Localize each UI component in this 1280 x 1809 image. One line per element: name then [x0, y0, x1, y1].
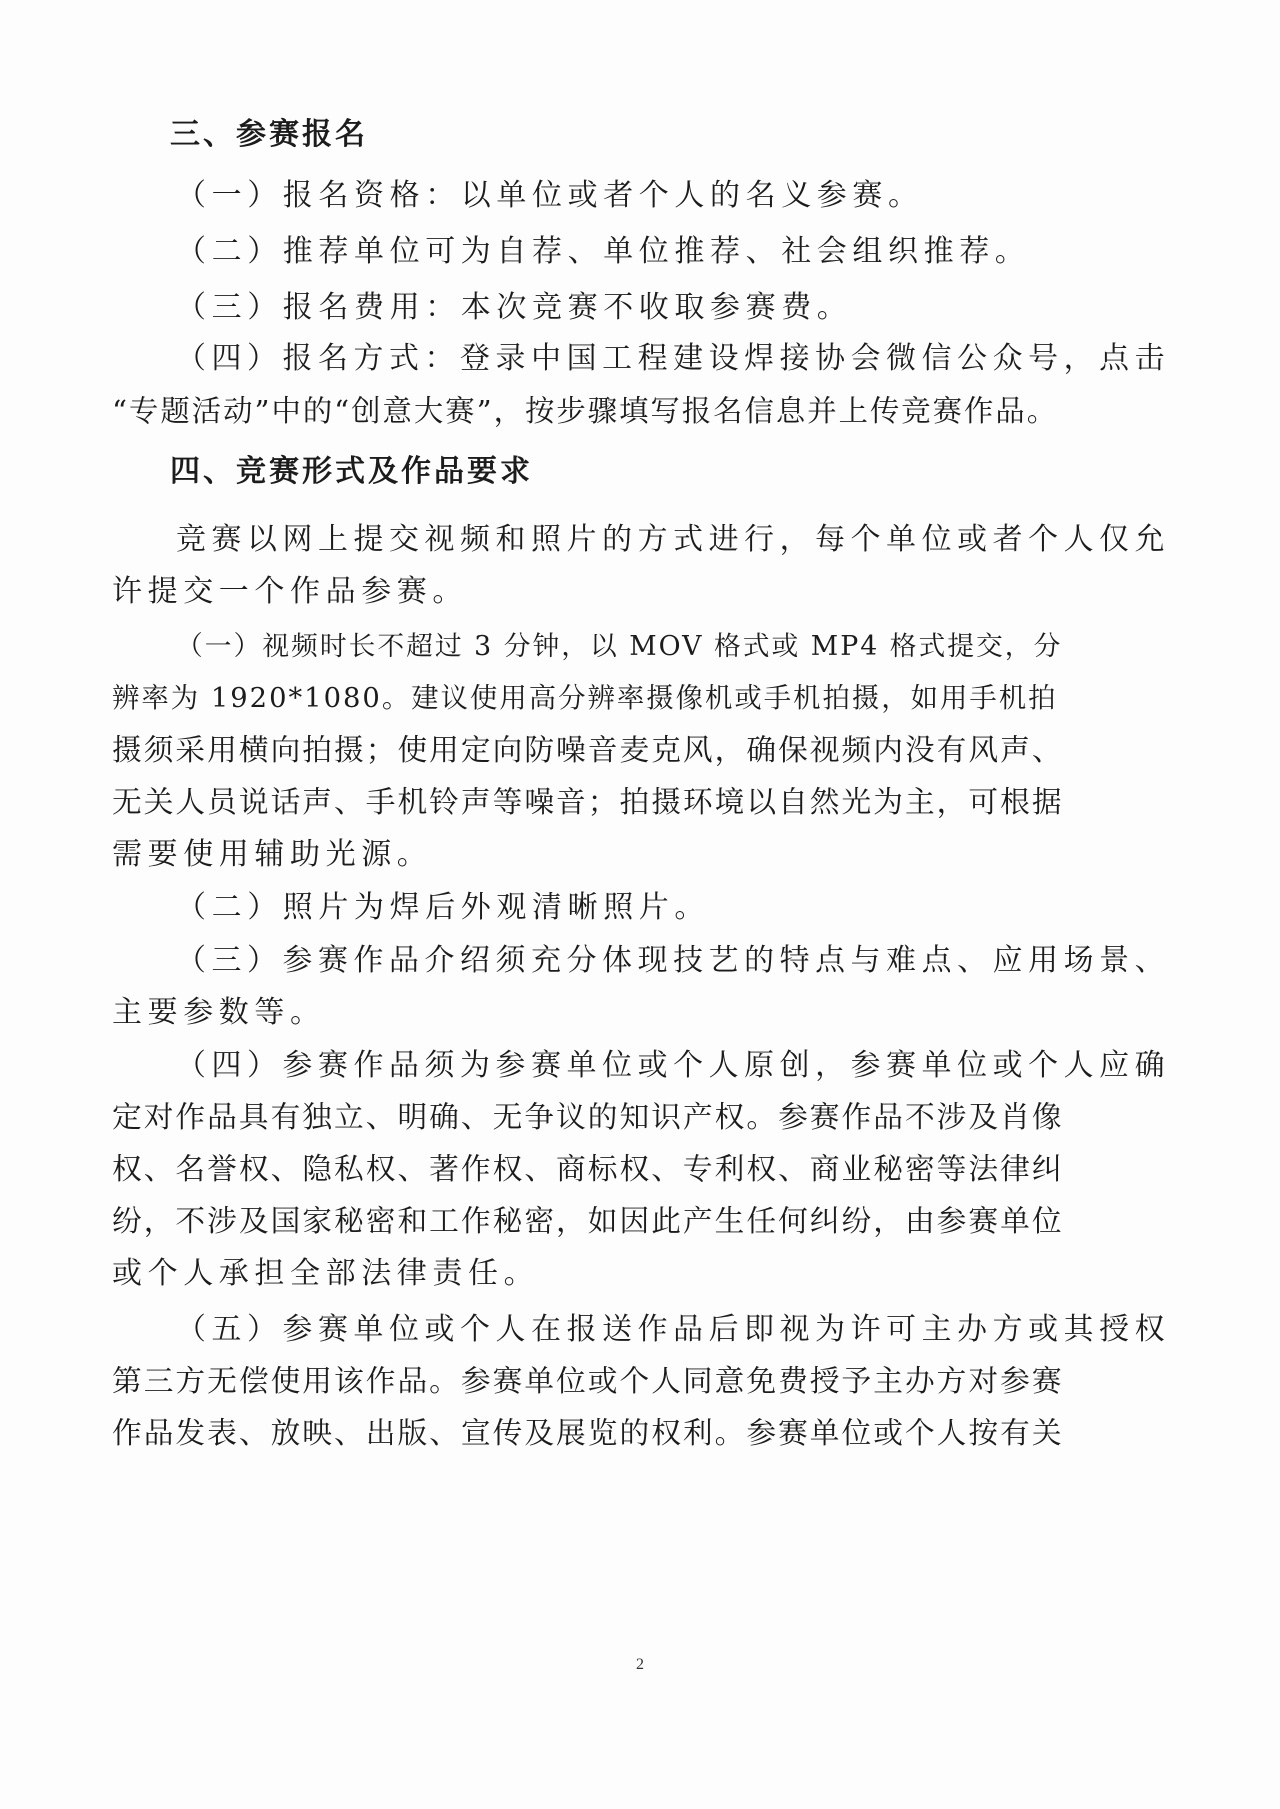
section-heading-format: 四、竞赛形式及作品要求	[170, 454, 533, 489]
paragraph-line: 作品发表、放映、出版、宣传及展览的权利。参赛单位或个人按有关	[112, 1416, 1064, 1451]
paragraph-line: （三）报名费用：本次竞赛不收取参赛费。	[176, 290, 853, 325]
paragraph-line: （五）参赛单位或个人在报送作品后即视为许可主办方或其授权	[176, 1312, 1171, 1347]
paragraph-line: 许提交一个作品参赛。	[112, 574, 468, 609]
paragraph-line: （二）照片为焊后外观清晰照片。	[176, 890, 710, 925]
paragraph-line: 定对作品具有独立、明确、无争议的知识产权。参赛作品不涉及肖像	[112, 1100, 1064, 1135]
paragraph-line: 摄须采用横向拍摄；使用定向防噪音麦克风，确保视频内没有风声、	[112, 733, 1064, 768]
paragraph-line: （二）推荐单位可为自荐、单位推荐、社会组织推荐。	[176, 234, 1031, 269]
page-number: 2	[636, 1656, 644, 1673]
paragraph-line: （一）视频时长不超过 3 分钟，以 MOV 格式或 MP4 格式提交，分	[176, 631, 1063, 662]
paragraph-line: （三）参赛作品介绍须充分体现技艺的特点与难点、应用场景、	[176, 943, 1171, 978]
paragraph-line: （四）参赛作品须为参赛单位或个人原创，参赛单位或个人应确	[176, 1048, 1171, 1083]
paragraph-line: （一）报名资格：以单位或者个人的名义参赛。	[176, 178, 924, 213]
paragraph-line: 主要参数等。	[112, 995, 326, 1030]
paragraph-line: 需要使用辅助光源。	[112, 837, 433, 872]
paragraph-line: 或个人承担全部法律责任。	[112, 1256, 540, 1291]
paragraph-line: 第三方无偿使用该作品。参赛单位或个人同意免费授予主办方对参赛	[112, 1364, 1064, 1399]
paragraph-line: 权、名誉权、隐私权、著作权、商标权、专利权、商业秘密等法律纠	[112, 1152, 1064, 1187]
section-heading-registration: 三、参赛报名	[170, 117, 368, 152]
paragraph-line: 无关人员说话声、手机铃声等噪音；拍摄环境以自然光为主，可根据	[112, 785, 1064, 820]
paragraph-line: （四）报名方式：登录中国工程建设焊接协会微信公众号，点击	[176, 341, 1171, 376]
paragraph-line: 纷，不涉及国家秘密和工作秘密，如因此产生任何纠纷，由参赛单位	[112, 1204, 1064, 1239]
paragraph-line: “专题活动”中的“创意大赛”，按步骤填写报名信息并上传竞赛作品。	[112, 394, 1059, 428]
paragraph-line: 竞赛以网上提交视频和照片的方式进行，每个单位或者个人仅允	[176, 522, 1171, 557]
paragraph-line: 辨率为 1920*1080。建议使用高分辨率摄像机或手机拍摄，如用手机拍	[112, 683, 1058, 714]
